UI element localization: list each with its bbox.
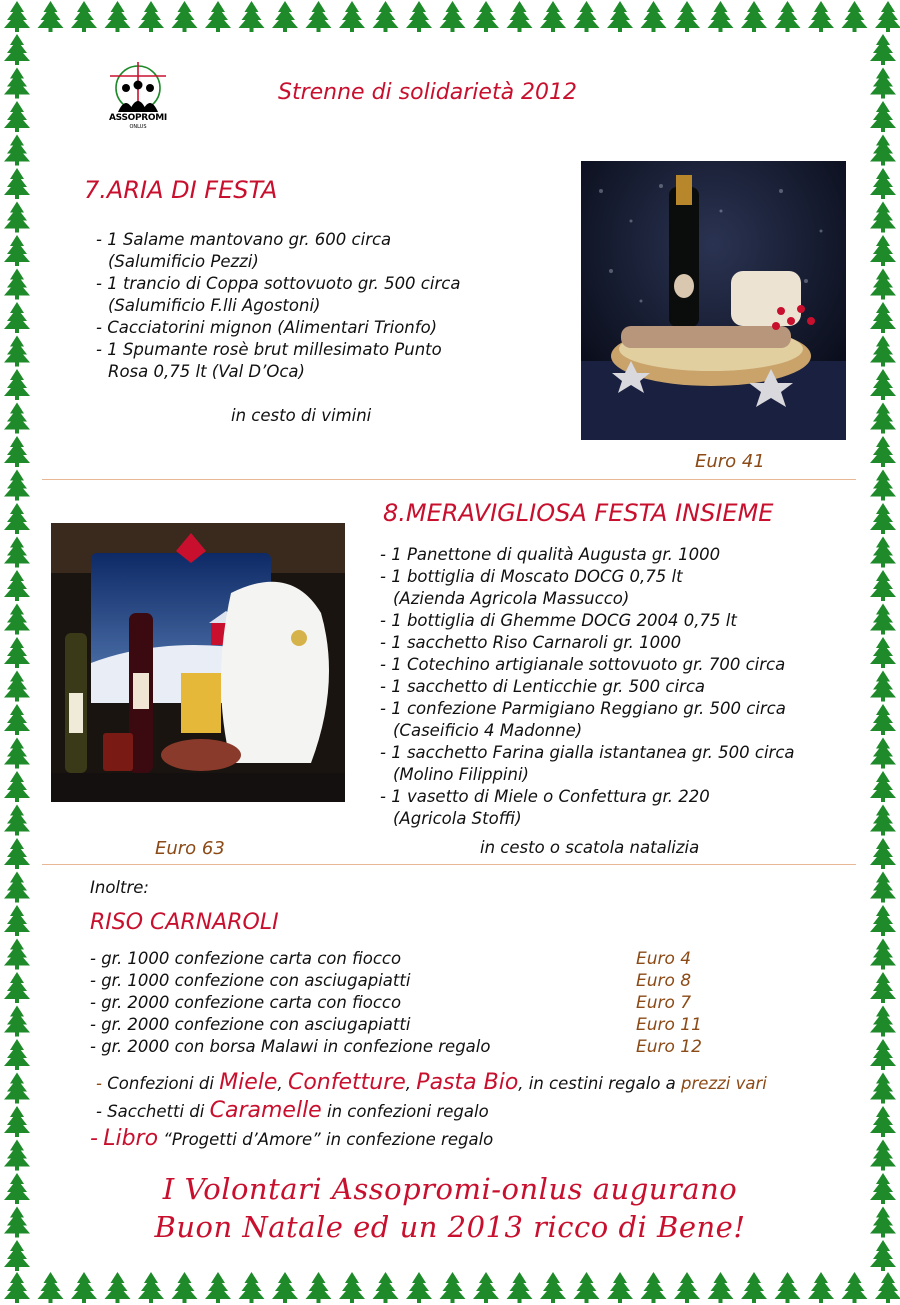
tree-icon <box>870 302 896 333</box>
tree-icon <box>71 1 97 32</box>
list-item: - 1 sacchetto Farina gialla istantanea gr. 500 circa <box>380 743 795 762</box>
tree-icon <box>4 235 30 266</box>
tree-icon <box>870 168 896 199</box>
section8-price: Euro 63 <box>155 838 225 859</box>
list-item: (Caseificio 4 Madonne) <box>393 721 583 740</box>
tree-icon <box>870 905 896 936</box>
logo-subtext: ONLUS <box>129 124 147 130</box>
divider <box>42 864 856 865</box>
tree-icon <box>4 805 30 836</box>
list-item: Rosa 0,75 lt (Val D’Oca) <box>108 362 305 381</box>
list-item: - 1 Spumante rosè brut millesimato Punto <box>96 340 442 359</box>
tree-icon <box>4 369 30 400</box>
tree-icon <box>4 738 30 769</box>
tree-icon <box>607 1 633 32</box>
table-row-price: Euro 12 <box>636 1037 702 1057</box>
tree-icon <box>540 1 566 32</box>
tree-icon <box>4 1106 30 1137</box>
tree-icon <box>4 436 30 467</box>
tree-icon <box>205 1272 231 1303</box>
tree-icon <box>574 1 600 32</box>
tree-icon <box>870 570 896 601</box>
tree-icon <box>4 537 30 568</box>
tree-icon <box>870 537 896 568</box>
tree-border-right <box>866 0 900 1305</box>
riso-intro: Inoltre: <box>90 878 149 897</box>
section7-packaging: in cesto di vimini <box>231 406 372 425</box>
tree-icon <box>306 1 332 32</box>
list-item: (Azienda Agricola Massucco) <box>393 589 630 608</box>
extras-highlight: Miele <box>219 1070 278 1095</box>
list-item: - 1 sacchetto Riso Carnaroli gr. 1000 <box>380 633 682 652</box>
tree-icon <box>138 1 164 32</box>
list-item: (Molino Filippini) <box>393 765 529 784</box>
tree-icon <box>4 503 30 534</box>
tree-icon <box>870 503 896 534</box>
tree-icon <box>808 1 834 32</box>
tree-icon <box>4 872 30 903</box>
extras-line-3 <box>90 1126 493 1151</box>
list-item: - 1 vasetto di Miele o Confettura gr. 220 <box>380 787 710 806</box>
tree-icon <box>870 604 896 635</box>
tree-icon <box>373 1 399 32</box>
tree-icon <box>440 1 466 32</box>
tree-icon <box>4 604 30 635</box>
tree-icon <box>172 1 198 32</box>
tree-icon <box>775 1272 801 1303</box>
tree-icon <box>870 68 896 99</box>
extras-text: , <box>277 1074 283 1093</box>
tree-icon <box>339 1 365 32</box>
extras-highlight: Libro <box>103 1126 159 1151</box>
table-row-price: Euro 4 <box>636 949 692 969</box>
section7-heading: 7.ARIA DI FESTA <box>84 176 278 204</box>
list-item: - 1 trancio di Coppa sottovuoto gr. 500 circa <box>96 274 461 293</box>
tree-icon <box>4 771 30 802</box>
divider <box>42 479 856 480</box>
tree-icon <box>870 637 896 668</box>
tree-icon <box>4 972 30 1003</box>
tree-icon <box>4 570 30 601</box>
tree-icon <box>473 1 499 32</box>
tree-icon <box>641 1 667 32</box>
tree-icon <box>507 1 533 32</box>
tree-icon <box>870 838 896 869</box>
tree-icon <box>239 1 265 32</box>
tree-icon <box>870 101 896 132</box>
tree-icon <box>373 1272 399 1303</box>
list-item: (Salumificio Pezzi) <box>108 252 259 271</box>
tree-icon <box>205 1 231 32</box>
table-row-desc: - gr. 2000 confezione con asciugapiatti <box>90 1015 411 1034</box>
tree-icon <box>870 269 896 300</box>
list-item: - 1 Salame mantovano gr. 600 circa <box>96 230 392 249</box>
tree-icon <box>641 1272 667 1303</box>
tree-icon <box>870 235 896 266</box>
tree-icon <box>574 1272 600 1303</box>
tree-icon <box>4 1140 30 1171</box>
list-item: - Cacciatorini mignon (Alimentari Trionfo) <box>96 318 438 337</box>
extras-prices: prezzi vari <box>681 1074 767 1093</box>
tree-icon <box>775 1 801 32</box>
tree-icon <box>4 470 30 501</box>
tree-icon <box>870 704 896 735</box>
tree-icon <box>870 1006 896 1037</box>
greeting-line-2: Buon Natale ed un 2013 ricco di Bene! <box>154 1210 746 1244</box>
extras-text: , <box>405 1074 412 1093</box>
tree-icon <box>4 1240 30 1271</box>
tree-icon <box>440 1272 466 1303</box>
tree-icon <box>870 972 896 1003</box>
tree-icon <box>842 1 868 32</box>
tree-icon <box>306 1272 332 1303</box>
gift-basket-photo-7 <box>581 161 846 440</box>
table-row-desc: - gr. 1000 confezione carta con fiocco <box>90 949 402 968</box>
tree-icon <box>870 939 896 970</box>
tree-icon <box>708 1272 734 1303</box>
tree-icon <box>4 336 30 367</box>
table-row-price: Euro 11 <box>636 1015 702 1035</box>
tree-icon <box>870 1039 896 1070</box>
gift-basket-photo-8 <box>51 523 345 802</box>
tree-icon <box>870 135 896 166</box>
tree-icon <box>4 838 30 869</box>
tree-icon <box>71 1272 97 1303</box>
tree-icon <box>870 805 896 836</box>
tree-icon <box>708 1 734 32</box>
tree-border-left <box>0 0 34 1305</box>
extras-highlight: Caramelle <box>209 1098 322 1123</box>
tree-icon <box>4 34 30 65</box>
tree-icon <box>870 403 896 434</box>
tree-icon <box>406 1272 432 1303</box>
tree-icon <box>239 1272 265 1303</box>
extras-quote: “Progetti d’Amore” <box>163 1130 321 1149</box>
extras-text: Confezioni di <box>107 1074 214 1093</box>
logo-text: ASSOPROMI <box>109 113 167 123</box>
tree-icon <box>473 1272 499 1303</box>
extras-dash: - <box>90 1126 98 1151</box>
tree-icon <box>4 202 30 233</box>
tree-border-top <box>0 0 900 34</box>
list-item: - 1 Panettone di qualità Augusta gr. 1000 <box>380 545 721 564</box>
tree-icon <box>272 1 298 32</box>
tree-icon <box>4 403 30 434</box>
extras-text: in confezioni regalo <box>326 1102 489 1121</box>
tree-icon <box>870 436 896 467</box>
tree-border-bottom <box>0 1271 900 1305</box>
list-item: - 1 bottiglia di Ghemme DOCG 2004 0,75 lt <box>380 611 737 630</box>
extras-line-2 <box>96 1098 489 1123</box>
tree-icon <box>870 1140 896 1171</box>
tree-icon <box>4 168 30 199</box>
tree-icon <box>870 771 896 802</box>
tree-icon <box>339 1272 365 1303</box>
tree-icon <box>870 1106 896 1137</box>
tree-icon <box>870 671 896 702</box>
tree-icon <box>105 1272 131 1303</box>
table-row-price: Euro 7 <box>636 993 692 1013</box>
tree-icon <box>4 671 30 702</box>
list-item: - 1 Cotechino artigianale sottovuoto gr. 700 circa <box>380 655 786 674</box>
extras-highlight: Pasta Bio <box>416 1070 519 1095</box>
tree-icon <box>674 1272 700 1303</box>
table-row-price: Euro 8 <box>636 971 692 991</box>
tree-icon <box>4 1039 30 1070</box>
list-item: (Salumificio F.lli Agostoni) <box>108 296 321 315</box>
greeting-line-1: I Volontari Assopromi-onlus augurano <box>162 1172 738 1206</box>
tree-icon <box>38 1 64 32</box>
section8-packaging: in cesto o scatola natalizia <box>480 838 700 857</box>
tree-icon <box>4 269 30 300</box>
tree-icon <box>870 738 896 769</box>
riso-heading: RISO CARNAROLI <box>90 910 279 935</box>
list-item: (Agricola Stoffi) <box>393 809 522 828</box>
tree-icon <box>4 101 30 132</box>
tree-icon <box>38 1272 64 1303</box>
tree-icon <box>138 1272 164 1303</box>
tree-icon <box>172 1272 198 1303</box>
list-item: - 1 bottiglia di Moscato DOCG 0,75 lt <box>380 567 683 586</box>
tree-icon <box>105 1 131 32</box>
tree-icon <box>4 637 30 668</box>
tree-icon <box>870 872 896 903</box>
tree-icon <box>4 939 30 970</box>
extras-dash: - <box>96 1074 102 1093</box>
tree-icon <box>741 1272 767 1303</box>
tree-icon <box>406 1 432 32</box>
tree-icon <box>4 135 30 166</box>
tree-icon <box>607 1272 633 1303</box>
tree-icon <box>870 34 896 65</box>
tree-icon <box>870 202 896 233</box>
tree-icon <box>4 704 30 735</box>
table-row-desc: - gr. 2000 confezione carta con fiocco <box>90 993 402 1012</box>
extras-text: , in cestini regalo a <box>518 1074 676 1093</box>
table-row-desc: - gr. 2000 con borsa Malawi in confezione regalo <box>90 1037 491 1056</box>
tree-icon <box>4 68 30 99</box>
tree-icon <box>4 905 30 936</box>
tree-icon <box>808 1272 834 1303</box>
extras-highlight: Confetture <box>287 1070 406 1095</box>
tree-icon <box>870 1073 896 1104</box>
tree-icon <box>4 302 30 333</box>
tree-icon <box>870 470 896 501</box>
extras-text: in confezione regalo <box>325 1130 494 1149</box>
extras-text: - Sacchetti di <box>96 1102 205 1121</box>
page-title: Strenne di solidarietà 2012 <box>278 80 578 105</box>
tree-icon <box>870 1240 896 1271</box>
tree-icon <box>540 1272 566 1303</box>
tree-icon <box>870 336 896 367</box>
list-item: - 1 sacchetto di Lenticchie gr. 500 circa <box>380 677 706 696</box>
tree-icon <box>272 1272 298 1303</box>
tree-icon <box>674 1 700 32</box>
list-item: - 1 confezione Parmigiano Reggiano gr. 500 circa <box>380 699 786 718</box>
table-row-desc: - gr. 1000 confezione con asciugapiatti <box>90 971 411 990</box>
tree-icon <box>4 1073 30 1104</box>
tree-icon <box>4 1006 30 1037</box>
tree-icon <box>870 369 896 400</box>
tree-icon <box>842 1272 868 1303</box>
section7-price: Euro 41 <box>695 451 765 472</box>
tree-icon <box>741 1 767 32</box>
tree-icon <box>507 1272 533 1303</box>
section8-heading: 8.MERAVIGLIOSA FESTA INSIEME <box>383 499 774 527</box>
extras-line-1 <box>96 1070 767 1095</box>
